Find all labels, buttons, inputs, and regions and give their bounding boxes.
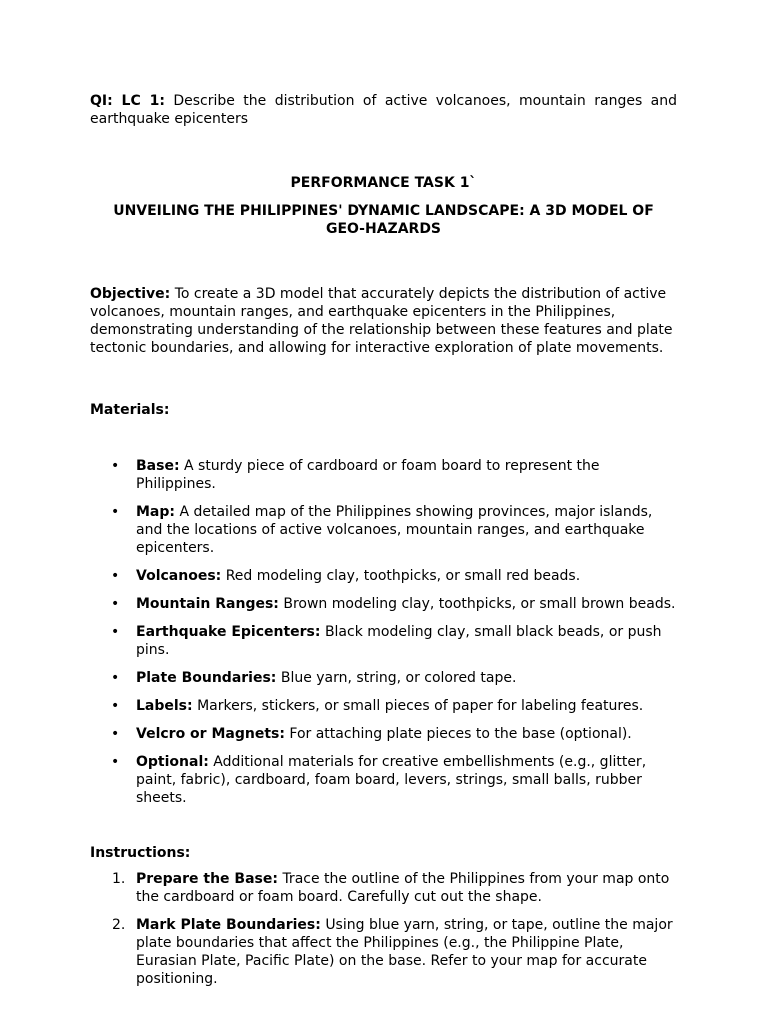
item-text: A detailed map of the Philippines showing provinces, major islands, and the locations of active volcanoes, mountain ranges, and earthquake epicenters. [136, 504, 653, 556]
objective-paragraph [90, 285, 677, 357]
materials-heading: Materials: [90, 402, 170, 418]
step-label: Mark Plate Boundaries: [136, 917, 321, 933]
item-label: Volcanoes: [136, 568, 222, 584]
list-item [90, 623, 677, 659]
bullet: • [111, 596, 120, 612]
bullet: • [111, 568, 120, 584]
task-subtitle: UNVEILING THE PHILIPPINES' DYNAMIC LANDSCAPE: A 3D MODEL OF GEO-HAZARDS [113, 203, 654, 237]
bullet: • [111, 670, 120, 686]
list-item [90, 870, 677, 906]
item-label: Optional: [136, 754, 209, 770]
item-text: A sturdy piece of cardboard or foam board to represent the Philippines. [136, 458, 600, 492]
bullet: • [111, 754, 120, 770]
list-item [90, 916, 677, 988]
list-item [90, 457, 677, 493]
bullet: • [111, 458, 120, 474]
lc-text: Describe the distribution of active volcanoes, mountain ranges and earthquake epicenters [90, 93, 677, 127]
item-label: Map: [136, 504, 175, 520]
list-item [90, 503, 677, 557]
item-label: Velcro or Magnets: [136, 726, 285, 742]
lc-label: QI: LC 1: [90, 93, 165, 109]
item-text: Additional materials for creative embellishments (e.g., glitter, paint, fabric), cardboard, foam board, levers, strings, small balls, rubber sheets. [136, 754, 647, 806]
item-text: For attaching plate pieces to the base (optional). [289, 726, 632, 742]
item-label: Mountain Ranges: [136, 596, 279, 612]
bullet: • [111, 726, 120, 742]
bullet: • [111, 504, 120, 520]
item-text: Red modeling clay, toothpicks, or small red beads. [225, 568, 581, 584]
bullet: • [111, 624, 120, 640]
learning-competency [90, 92, 677, 128]
objective-label: Objective: [90, 286, 171, 302]
step-label: Prepare the Base: [136, 871, 278, 887]
list-item [90, 669, 677, 687]
document-page [90, 92, 677, 998]
item-text: Blue yarn, string, or colored tape. [280, 670, 517, 686]
item-text: Black modeling clay, small black beads, or push pins. [136, 624, 662, 658]
step-text: Trace the outline of the Philippines from your map onto the cardboard or foam board. Carefully cut out the shape. [136, 871, 670, 905]
step-number: 2. [112, 917, 126, 933]
bullet: • [111, 698, 120, 714]
objective-text: To create a 3D model that accurately depicts the distribution of active volcanoes, mountain ranges, and earthquake epicenters in the Philippines, demonstrating understanding of the relationship between these features and plate tectonic boundaries, and allowing for interactive exploration of plate movements. [90, 286, 673, 356]
instructions-list [90, 870, 677, 988]
item-label: Earthquake Epicenters: [136, 624, 321, 640]
list-item [90, 697, 677, 715]
list-item [90, 595, 677, 613]
item-label: Plate Boundaries: [136, 670, 277, 686]
step-text: Using blue yarn, string, or tape, outline the major plate boundaries that affect the Philippines (e.g., the Philippine Plate, Eurasian Plate, Pacific Plate) on the base. Refer to your map for accurate positioning. [136, 917, 673, 987]
item-label: Base: [136, 458, 180, 474]
list-item [90, 725, 677, 743]
list-item [90, 753, 677, 807]
item-label: Labels: [136, 698, 193, 714]
task-title: PERFORMANCE TASK 1` [290, 175, 477, 191]
step-number: 1. [112, 871, 126, 887]
item-text: Markers, stickers, or small pieces of paper for labeling features. [197, 698, 644, 714]
item-text: Brown modeling clay, toothpicks, or small brown beads. [283, 596, 676, 612]
list-item [90, 567, 677, 585]
instructions-heading: Instructions: [90, 845, 191, 861]
materials-list [90, 457, 677, 807]
